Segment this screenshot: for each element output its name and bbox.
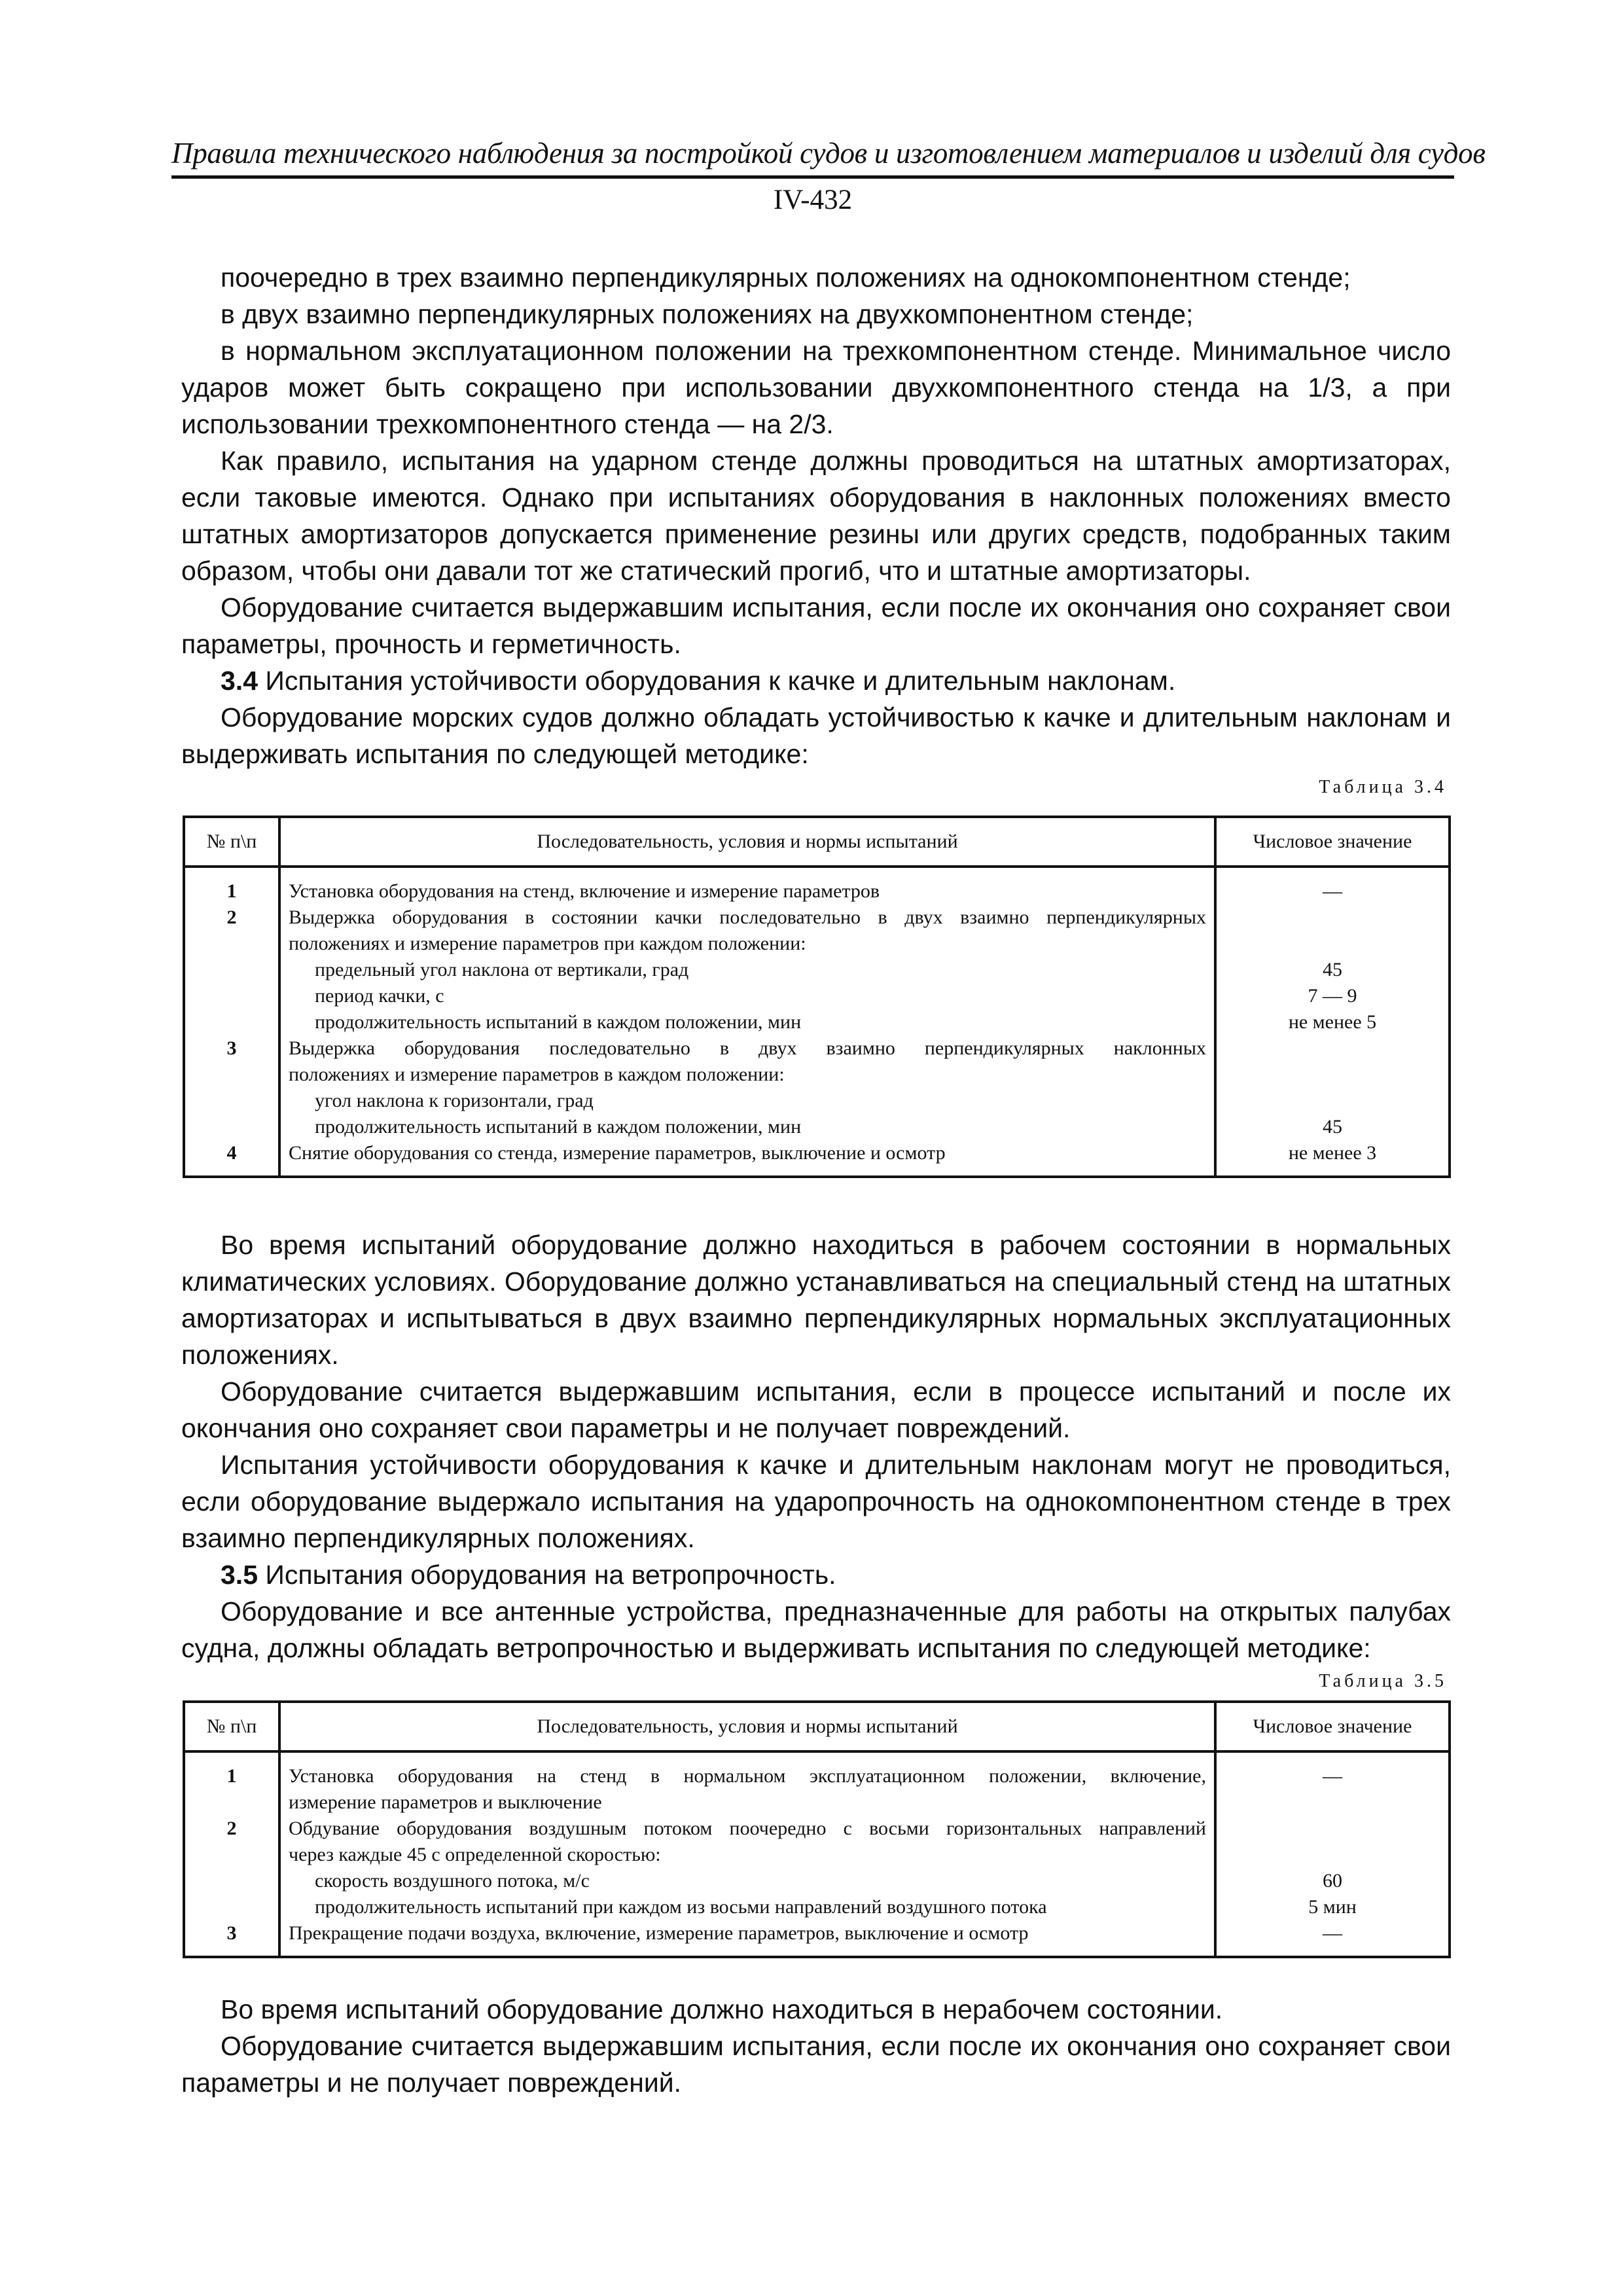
numeric-value: не менее 5	[1288, 1011, 1377, 1033]
row-numbers-cell	[184, 1751, 279, 1957]
section-heading-3-4	[181, 662, 1451, 699]
table-caption-3-5: Таблица 3.5	[1319, 1671, 1447, 1691]
condition-line: Снятие оборудования со стенда, измерение параметров, выключение и осмотр	[289, 1142, 946, 1164]
running-header-title: Правила технического наблюдения за постройкой судов и изготовлением материалов и изделий для судов	[171, 137, 1486, 170]
condition-line: угол наклона к горизонтали, град	[315, 1090, 594, 1111]
col-header-value: Числовое значение	[1215, 1702, 1450, 1751]
paragraph: Как правило, испытания на ударном стенде должны проводиться на штатных амортизаторах, если таковые имеются. Однако при испытаниях оборудования в наклонных положениях вместо штатных амортизаторов допускается применение резины или других средств, подобранных таким образом, чтобы они давали тот же статический прогиб, что и штатные амортизаторы.	[181, 446, 1451, 586]
table-3-4	[183, 816, 1451, 1178]
condition-line: измерение параметров и выключение	[289, 1791, 602, 1813]
table-3-5	[183, 1700, 1451, 1958]
table-header-row	[184, 1702, 1450, 1751]
condition-line: Выдержка оборудования последовательно в двух взаимно перпендикулярных наклонных	[289, 1037, 1206, 1059]
row-number: 3	[226, 1037, 237, 1059]
row-numbers-cell	[184, 867, 279, 1177]
row-conditions-cell	[279, 1751, 1215, 1957]
paragraph: Испытания устойчивости оборудования к качке и длительным наклонам могут не проводиться, если оборудование выдержало испытания на ударопрочность на однокомпонентном стенде в трех взаимно перпендикулярных положениях.	[181, 1450, 1451, 1553]
numeric-value: 60	[1323, 1870, 1342, 1892]
paragraph: поочередно в трех взаимно перпендикулярных положениях на однокомпонентном стенде;	[221, 262, 1351, 293]
col-header-conditions: Последовательность, условия и нормы испытаний	[279, 817, 1215, 867]
page-number: IV-432	[773, 185, 853, 215]
numeric-value: 5 мин	[1308, 1896, 1357, 1918]
text-block-2	[181, 1227, 1451, 1696]
condition-line: предельный угол наклона от вертикали, град	[315, 959, 689, 980]
row-number: 1	[226, 880, 237, 902]
condition-line: положениях и измерение параметров при каждом положении:	[289, 933, 806, 954]
row-conditions-cell	[279, 867, 1215, 1177]
numeric-value: —	[1323, 1765, 1342, 1787]
section-heading-3-5	[181, 1556, 1451, 1593]
row-number: 1	[226, 1765, 237, 1787]
paragraph: Во время испытаний оборудование должно находиться в рабочем состоянии в нормальных климатических условиях. Оборудование должно устанавливаться на специальный стенд на штатных амортизаторах и испытываться в двух взаимно перпендикулярных нормальных эксплуатационных положениях.	[181, 1230, 1451, 1370]
condition-line: период качки, с	[315, 985, 444, 1007]
numeric-value: —	[1323, 880, 1342, 902]
section-number: 3.4	[221, 666, 258, 696]
numeric-value: 45	[1323, 1116, 1342, 1138]
condition-line: Обдувание оборудования воздушным потоком поочередно с восьми горизонтальных направлений	[289, 1818, 1206, 1839]
table-body-row	[184, 867, 1450, 1177]
numeric-value: не менее 3	[1288, 1142, 1377, 1164]
table-caption-3-4: Таблица 3.4	[1319, 777, 1447, 797]
condition-line: продолжительность испытаний в каждом положении, мин	[315, 1011, 802, 1033]
section-number: 3.5	[221, 1560, 258, 1590]
numeric-value: 45	[1323, 959, 1342, 980]
paragraph: Оборудование считается выдержавшим испытания, если после их окончания оно сохраняет свои параметры и не получает повреждений.	[181, 2031, 1451, 2098]
col-header-conditions: Последовательность, условия и нормы испытаний	[279, 1702, 1215, 1751]
table-header-row	[184, 817, 1450, 867]
condition-line: через каждые 45 с определенной скоростью:	[289, 1844, 661, 1865]
paragraph: Оборудование считается выдержавшим испытания, если в процессе испытаний и после их окончания оно сохраняет свои параметры и не получает повреждений.	[181, 1376, 1451, 1443]
table-body-row	[184, 1751, 1450, 1957]
row-number: 3	[226, 1922, 237, 1944]
numeric-value: —	[1323, 1922, 1342, 1944]
paragraph: Во время испытаний оборудование должно находиться в нерабочем состоянии.	[221, 1994, 1223, 2024]
row-values-cell	[1215, 1751, 1450, 1957]
col-header-number: № п\п	[184, 1702, 279, 1751]
row-number: 4	[226, 1142, 237, 1164]
section-title: Испытания устойчивости оборудования к качке и длительным наклонам.	[265, 666, 1176, 696]
header-rule	[171, 175, 1454, 179]
condition-line: Установка оборудования на стенд, включение и измерение параметров	[289, 880, 880, 902]
text-block-3	[181, 1991, 1451, 2101]
text-block-1	[181, 259, 1451, 802]
col-header-number: № п\п	[184, 817, 279, 867]
paragraph: Оборудование и все антенные устройства, предназначенные для работы на открытых палубах судна, должны обладать ветропрочностью и выдерживать испытания по следующей методике:	[181, 1596, 1451, 1663]
paragraph: в нормальном эксплуатационном положении на трехкомпонентном стенде. Минимальное число ударов может быть сокращено при использовании двухкомпонентного стенда на 1/3, а при использовании трехкомпонентного стенда — на 2/3.	[181, 336, 1451, 439]
condition-line: Выдержка оборудования в состоянии качки последовательно в двух взаимно перпендикулярных	[289, 906, 1206, 928]
condition-line: продолжительность испытаний при каждом из восьми направлений воздушного потока	[315, 1896, 1047, 1918]
condition-line: продолжительность испытаний в каждом положении, мин	[315, 1116, 802, 1138]
paragraph: Оборудование морских судов должно обладать устойчивостью к качке и длительным наклонам и выдерживать испытания по следующей методике:	[181, 702, 1451, 769]
paragraph: в двух взаимно перпендикулярных положениях на двухкомпонентном стенде;	[221, 299, 1194, 329]
condition-line: Установка оборудования на стенд в нормальном эксплуатационном положении, включение,	[289, 1765, 1206, 1787]
section-title: Испытания оборудования на ветропрочность.	[265, 1560, 836, 1590]
numeric-value: 7 — 9	[1308, 985, 1357, 1007]
condition-line: скорость воздушного потока, м/с	[315, 1870, 590, 1892]
row-values-cell	[1215, 867, 1450, 1177]
condition-line: Прекращение подачи воздуха, включение, измерение параметров, выключение и осмотр	[289, 1922, 1029, 1944]
condition-line: положениях и измерение параметров в каждом положении:	[289, 1064, 785, 1085]
row-number: 2	[226, 1818, 237, 1839]
row-number: 2	[226, 906, 237, 928]
paragraph: Оборудование считается выдержавшим испытания, если после их окончания оно сохраняет свои параметры, прочность и герметичность.	[181, 592, 1451, 659]
col-header-value: Числовое значение	[1215, 817, 1450, 867]
